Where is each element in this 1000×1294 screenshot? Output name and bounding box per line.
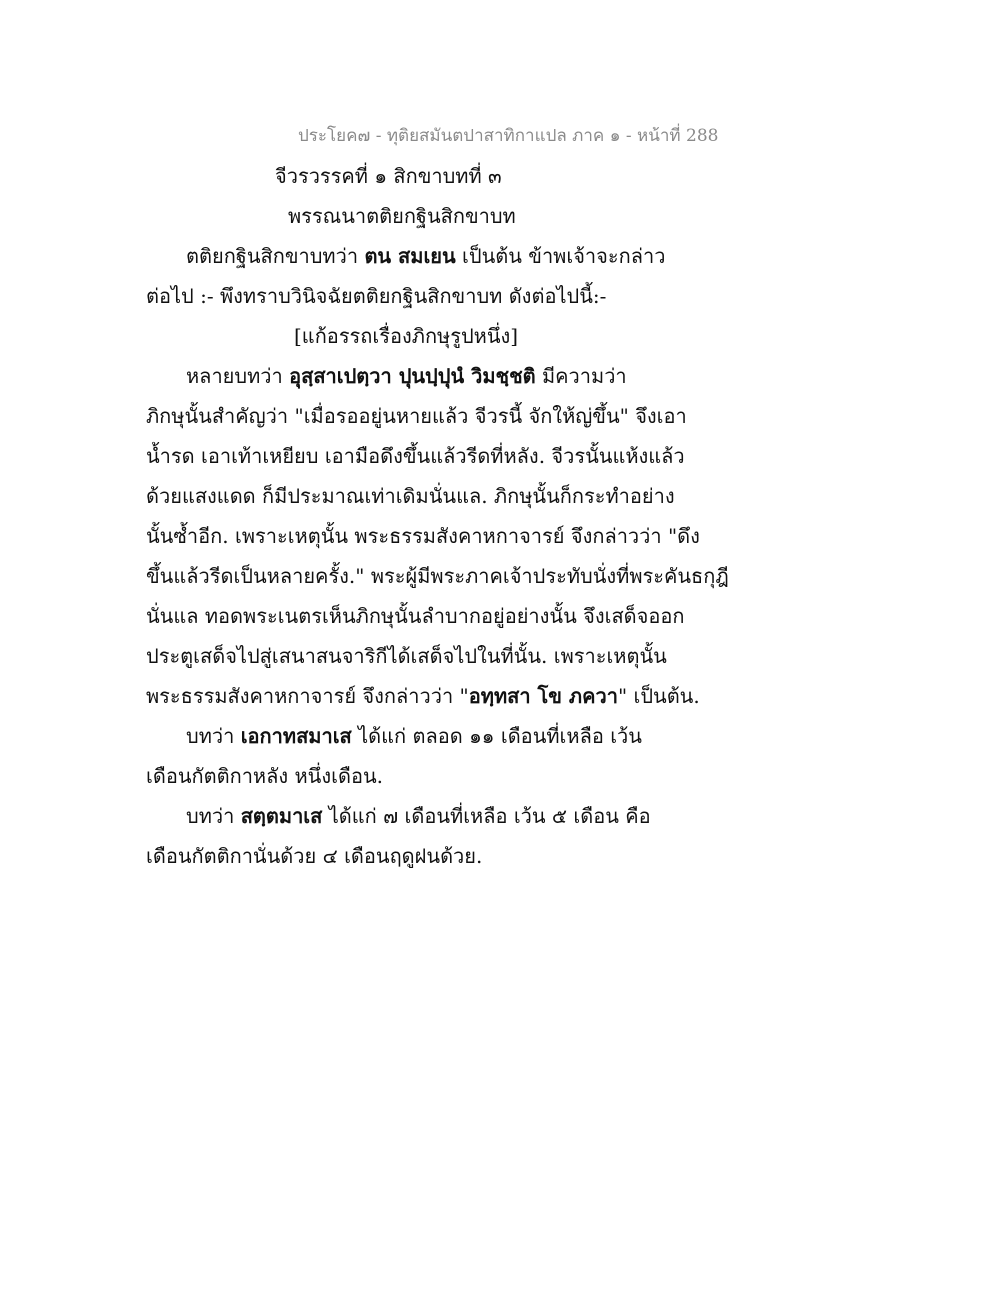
subheading: [แก้อรรถเรื่องภิกษุรูปหนึ่ง]	[294, 324, 519, 348]
para1-line9-term: อทฺทสา โข ภควา	[468, 684, 618, 708]
para1-text: หลายบทว่า	[186, 364, 290, 388]
para1-line9-text-cont: " เป็นต้น.	[617, 684, 700, 708]
para1-line-8: ประตูเสด็จไปสู่เสนาสนจาริกีได้เสด็จไปในที่นั้น. เพราะเหตุนั้น	[146, 644, 667, 668]
intro-line-2: ต่อไป :- พึงทราบวินิจฉัยตติยกฐินสิกขาบท ดังต่อไปนี้:-	[146, 284, 607, 308]
para3-term: สตฺตมาเส	[240, 804, 323, 828]
para2-line-2: เดือนกัตติกาหลัง หนึ่งเดือน.	[146, 764, 383, 788]
para1-line-7: นั่นแล ทอดพระเนตรเห็นภิกษุนั้นลำบากอยู่อย่างนั้น จึงเสด็จออก	[146, 604, 685, 628]
para1-line-3: น้ำรด เอาเท้าเหยียบ เอามือดึงขึ้นแล้วรีดที่หลัง. จีวรนั้นแห้งแล้ว	[146, 444, 685, 468]
para1-line-4: ด้วยแสงแดด ก็มีประมาณเท่าเดิมนั่นแล. ภิกษุนั้นก็กระทำอย่าง	[146, 484, 675, 508]
para1-line9-text: พระธรรมสังคาหกาจารย์ จึงกล่าวว่า "	[146, 684, 469, 708]
para2-text: บทว่า	[186, 724, 241, 748]
intro-line-1	[186, 243, 665, 269]
para3-line-1	[186, 803, 651, 829]
section-heading: พรรณนาตติยกฐินสิกขาบท	[288, 204, 516, 228]
intro-text: ตติยกฐินสิกขาบทว่า	[186, 244, 365, 268]
para3-text: บทว่า	[186, 804, 241, 828]
para1-term: อุสฺสาเปตฺวา ปุนปฺปุนํ วิมชฺชติ	[289, 364, 536, 388]
intro-term: ตน สมเยน	[364, 244, 456, 268]
para1-line-9	[146, 683, 700, 709]
para2-text-cont: ได้แก่ ตลอด ๑๑ เดือนที่เหลือ เว้น	[351, 724, 642, 748]
para1-text-cont: มีความว่า	[535, 364, 627, 388]
para3-line-2: เดือนกัตติกานั่นด้วย ๔ เดือนฤดูฝนด้วย.	[146, 844, 483, 868]
intro-text-cont: เป็นต้น ข้าพเจ้าจะกล่าว	[455, 244, 666, 268]
para3-text-cont: ได้แก่ ๗ เดือนที่เหลือ เว้น ๕ เดือน คือ	[322, 804, 651, 828]
para1-line-6: ขึ้นแล้วรีดเป็นหลายครั้ง." พระผู้มีพระภาคเจ้าประทับนั่งที่พระคันธกุฎี	[146, 564, 729, 588]
para1-line-5: นั้นซ้ำอีก. เพราะเหตุนั้น พระธรรมสังคาหกาจารย์ จึงกล่าวว่า "ดึง	[146, 524, 700, 548]
para1-line-2: ภิกษุนั้นสำคัญว่า "เมื่อรออยู่นหายแล้ว จีวรนี้ จักให้ญ่ขึ้น" จึงเอา	[146, 404, 687, 428]
para2-line-1	[186, 723, 642, 749]
para1-line-1	[186, 363, 627, 389]
chapter-heading: จีวรวรรคที่ ๑ สิกขาบทที่ ๓	[275, 164, 502, 188]
page-header: ประโยค๗ - ทุติยสมันตปาสาทิกาแปล ภาค ๑ - หน้าที่ 288	[298, 126, 719, 146]
para2-term: เอกาทสมาเส	[240, 724, 352, 748]
